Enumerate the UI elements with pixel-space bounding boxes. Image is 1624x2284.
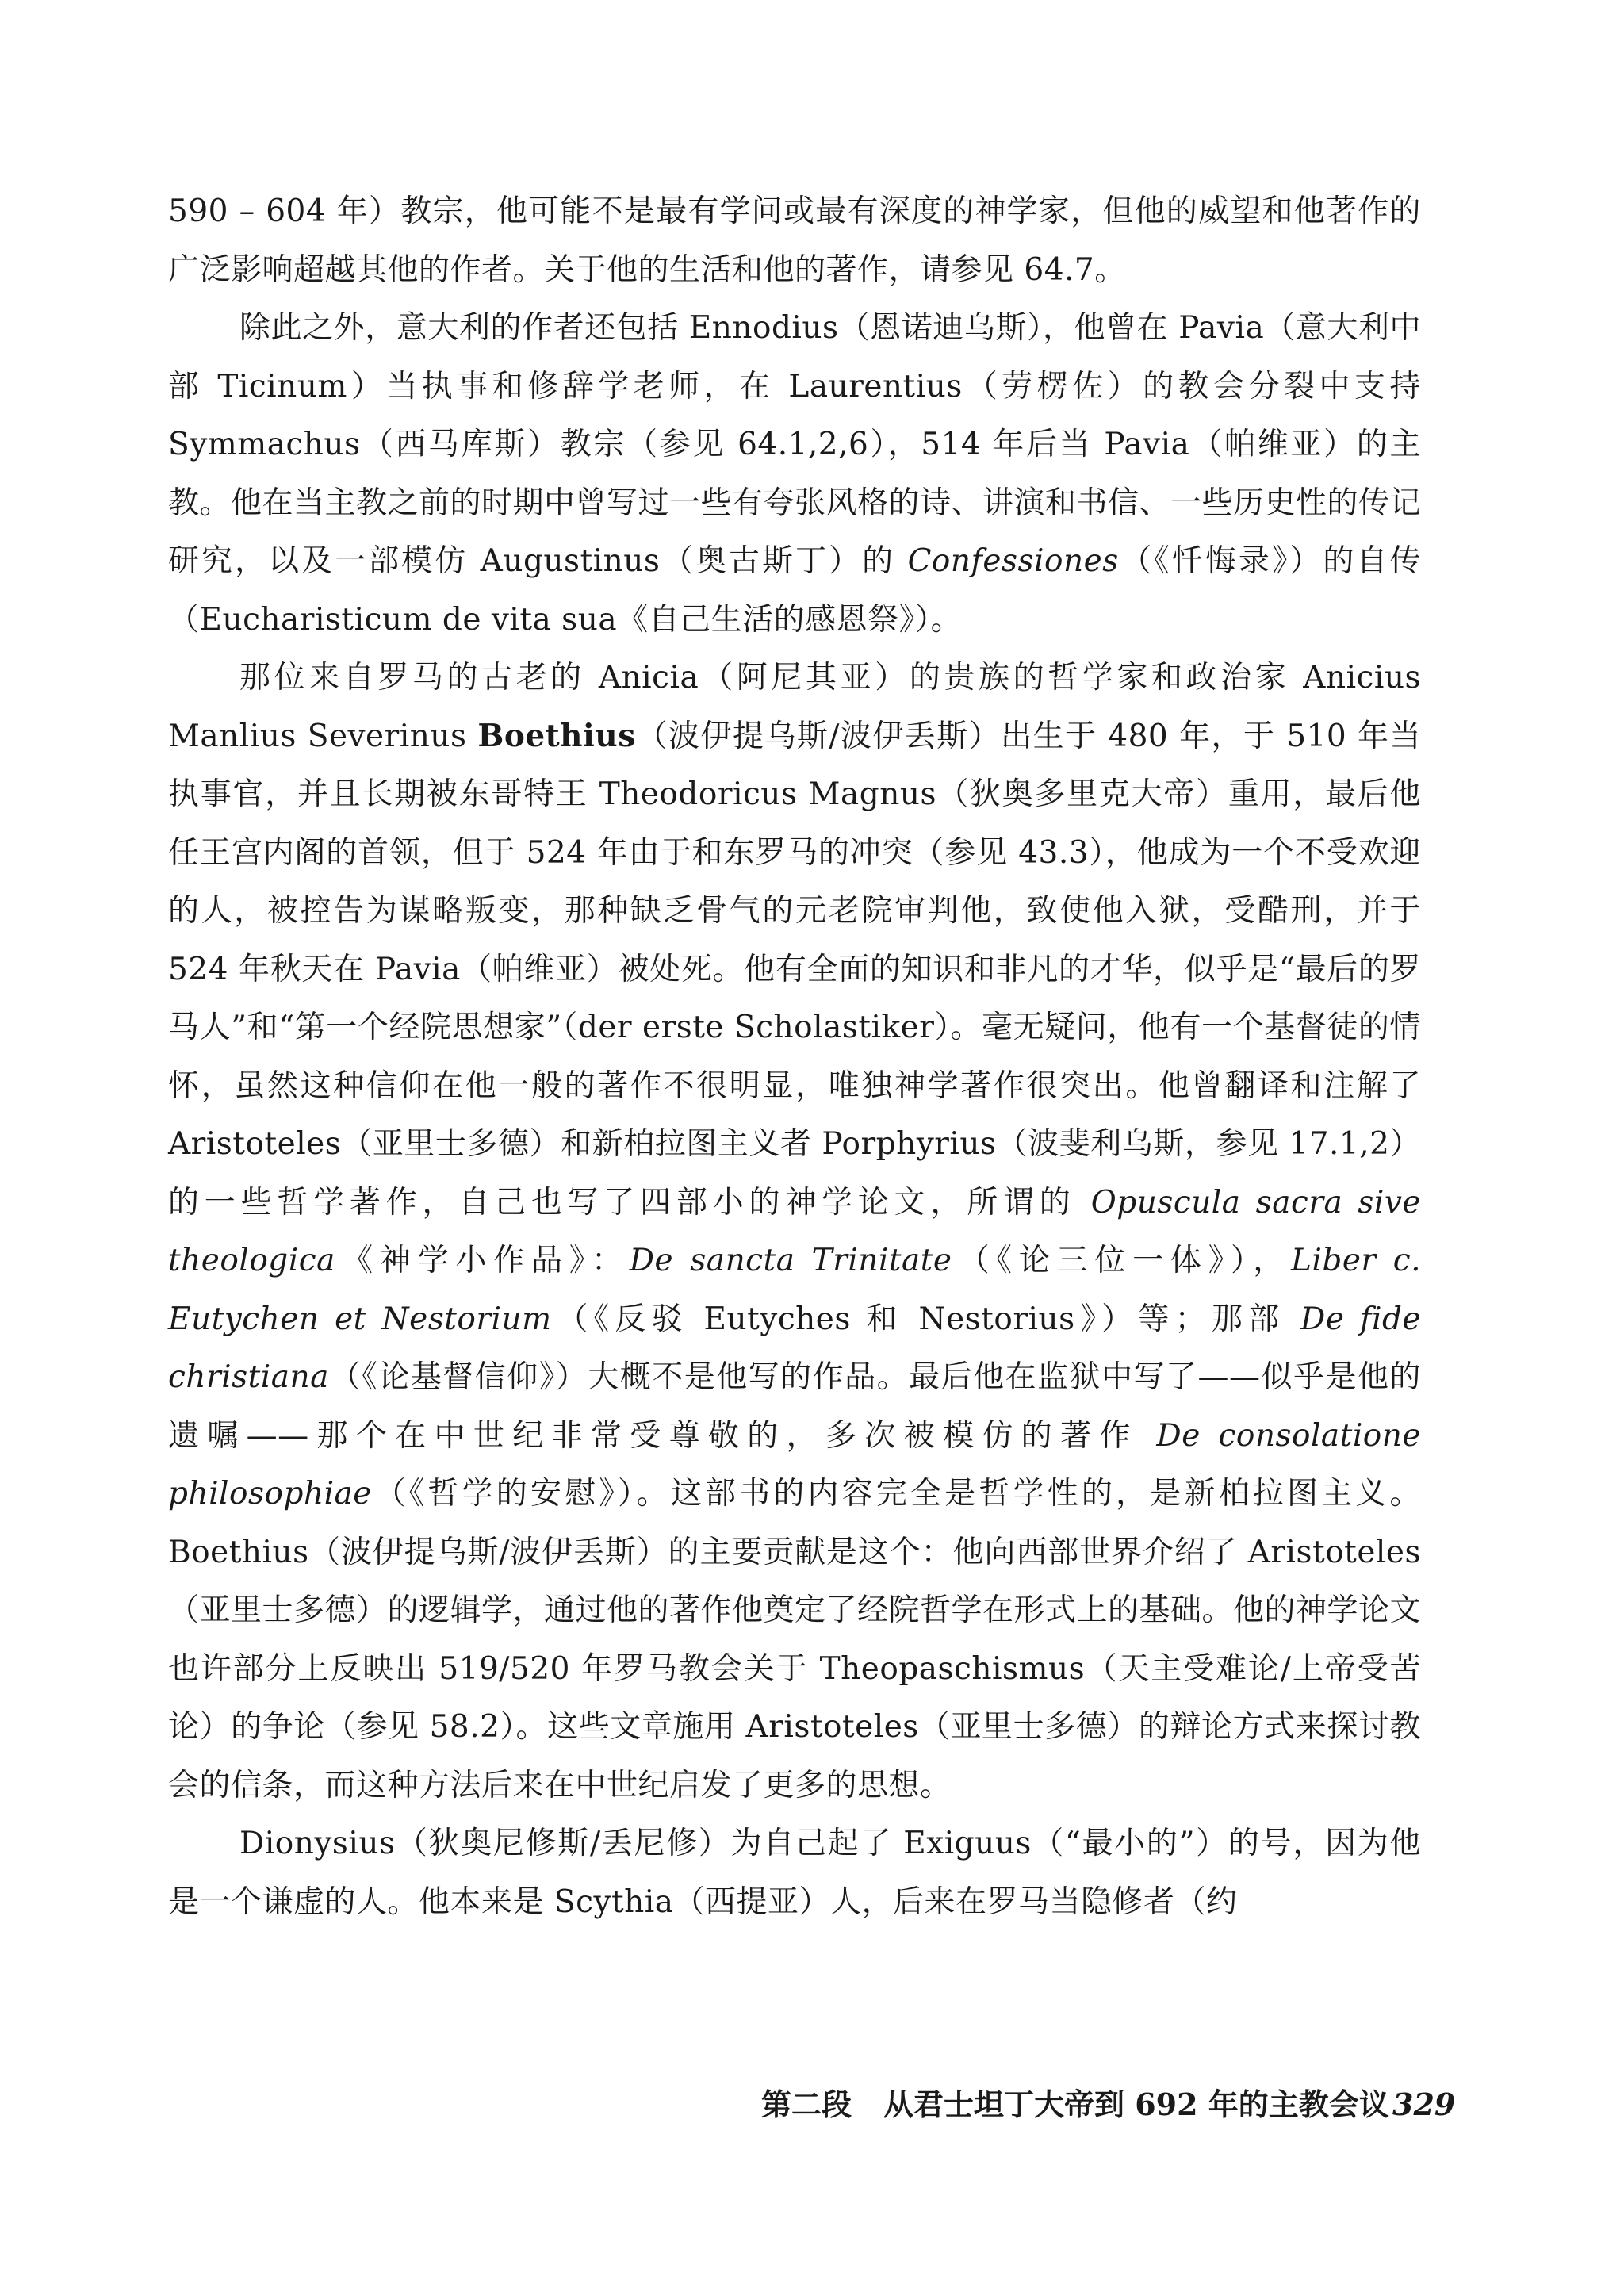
italic-title: De consolatione philosophiae bbox=[168, 1417, 1421, 1512]
text-run: （《反驳 Eutyches 和 Nestorius》）等；那部 bbox=[551, 1301, 1301, 1337]
footer-section: 第二段 bbox=[761, 2087, 852, 2122]
paragraph bbox=[168, 299, 1421, 649]
italic-title: Confessiones bbox=[907, 543, 1119, 579]
text-run: 《神学小作品》： bbox=[335, 1243, 630, 1278]
italic-title: Opuscula sacra sive theologica bbox=[168, 1184, 1421, 1278]
text-run: （《哲学的安慰》）。这部书的内容完全是哲学性的，是新柏拉图主义。Boethius（波伊提乌斯/波伊丢斯）的主要贡献是这个：他向西部世界介绍了 Aristoteles（亚里士多德）的逻辑学，通过他的著作他奠定了经院哲学在形式上的基础。他的神学论文也许部分上反映出 519/520 年罗马教会关于 Theopaschismus（天主受难论/上帝受苦论）的争论（参见 58.2）。这些文章施用 Aristoteles（亚里士多德）的辩论方式来探讨教会的信条，而这种方法后来在中世纪启发了更多的思想。 bbox=[168, 1476, 1422, 1803]
text-run: 那位来自罗马的古老的 Anicia（阿尼其亚）的贵族的哲学家和政治家 Anicius Manlius Severinus bbox=[168, 660, 1421, 754]
running-footer bbox=[761, 2081, 1475, 2129]
text-run: （波伊提乌斯/波伊丢斯）出生于 480 年，于 510 年当执事官，并且长期被东哥特王 Theodoricus Magnus（狄奥多里克大帝）重用，最后他任王宫内阁的首领，但于 524 年由于和东罗马的冲突（参见 43.3），他成为一个不受欢迎的人，被控告为谋略叛变，那种缺乏骨气的元老院审判他，致使他入狱，受酷刑，并于 524 年秋天在 Pavia（帕维亚）被处死。他有全面的知识和非凡的才华，似乎是“最后的罗马人”和“第一个经院思想家”（der erste Scholastiker）。毫无疑问，他有一个基督徒的情怀，虽然这种信仰在他一般的著作不很明显，唯独神学著作很突出。他曾翻译和注解了 Aristoteles（亚里士多德）和新柏拉图主义者 Porphyrius（波斐利乌斯，参见 17.1,2）的一些哲学著作，自己也写了四部小的神学论文，所谓的 bbox=[168, 718, 1422, 1221]
text-run: （《论基督信仰》）大概不是他写的作品。最后他在监狱中写了——似乎是他的遗嘱——那个在中世纪非常受尊敬的，多次被模仿的著作 bbox=[168, 1359, 1421, 1454]
text-run: 除此之外，意大利的作者还包括 Ennodius（恩诺迪乌斯），他曾在 Pavia（意大利中部 Ticinum）当执事和修辞学老师，在 Laurentius（劳楞佐）的教会分裂中支持 Symmachus（西马库斯）教宗（参见 64.1,2,6），514 年后当 Pavia（帕维亚）的主教。他在当主教之前的时期中曾写过一些有夸张风格的诗、讲演和书信、一些历史性的传记研究，以及一部模仿 Augustinus（奥古斯丁）的 bbox=[168, 310, 1422, 579]
page-number: 329 bbox=[1392, 2087, 1456, 2122]
italic-title: De fide christiana bbox=[168, 1301, 1422, 1395]
text-run: （《忏悔录》）的自传（Eucharisticum de vita sua《自己生活的感恩祭》）。 bbox=[168, 543, 1421, 638]
text-run: （《论三位一体》）， bbox=[952, 1243, 1291, 1278]
italic-title: Liber c. Eutychen et Nestorium bbox=[168, 1243, 1421, 1337]
bold-name: Boethius bbox=[477, 717, 636, 754]
footer-title: 从君士坦丁大帝到 692 年的主教会议 bbox=[883, 2087, 1389, 2122]
text-run: 590 – 604 年）教宗，他可能不是最有学问或最有深度的神学家，但他的威望和他著作的广泛影响超越其他的作者。关于他的生活和他的著作，请参见 64.7。 bbox=[168, 194, 1421, 288]
paragraph bbox=[168, 1815, 1421, 1931]
text-run: Dionysius（狄奥尼修斯/丢尼修）为自己起了 Exiguus（“最小的”）的号，因为他是一个谦虚的人。他本来是 Scythia（西提亚）人，后来在罗马当隐修者（约 bbox=[168, 1826, 1421, 1920]
paragraph bbox=[168, 649, 1421, 1815]
paragraph bbox=[168, 182, 1421, 299]
italic-title: De sancta Trinitate bbox=[629, 1243, 952, 1278]
body-text bbox=[168, 182, 1421, 1931]
